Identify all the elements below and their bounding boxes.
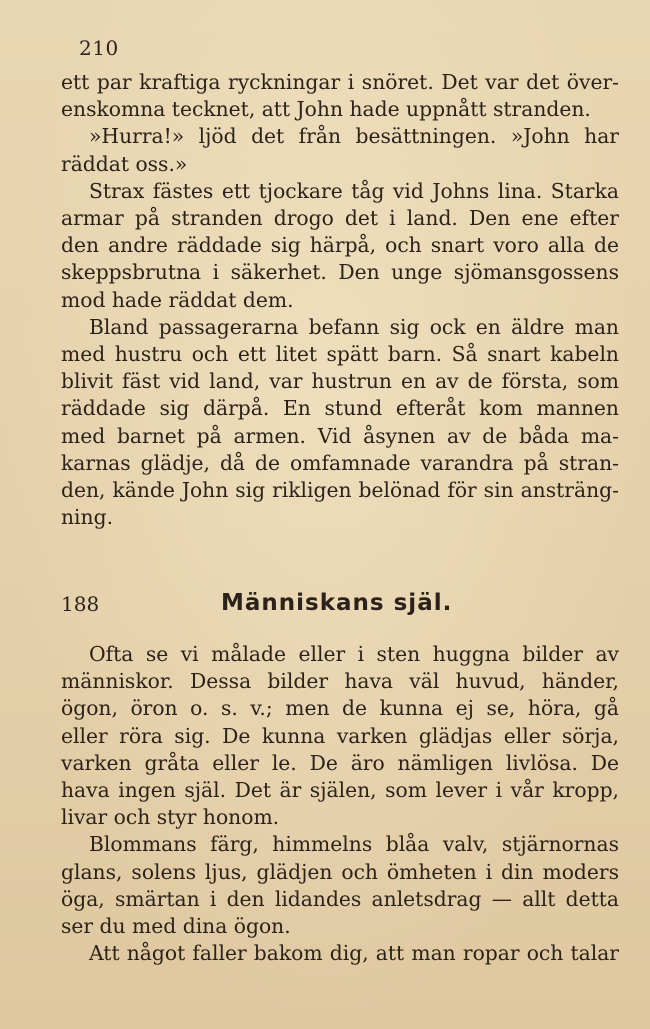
text-line: ögon, öron o. s. v.; men de kunna ej se, höra, gå	[61, 696, 619, 721]
text-line: Blommans färg, himmelns blåa valv, stjärnornas	[89, 832, 619, 857]
section-title: Människans själ.	[221, 590, 453, 616]
text-line: eller röra sig. De kunna varken glädjas eller sörja,	[61, 723, 619, 748]
text-line: räddade sig därpå. En stund efteråt kom mannen	[61, 396, 619, 421]
text-line: den andre räddade sig härpå, och snart voro alla de	[61, 233, 619, 258]
page-number: 210	[79, 36, 119, 60]
text-line: glans, solens ljus, glädjen och ömheten i din moders	[61, 859, 619, 884]
text-line: räddat oss.»	[61, 151, 188, 176]
text-line: livar och styr honom.	[61, 805, 280, 830]
text-line: enskomna tecknet, att John hade uppnått stranden.	[61, 97, 591, 122]
text-line: med barnet på armen. Vid åsynen av de båda ma-	[61, 423, 619, 448]
section-body-text	[61, 641, 619, 967]
text-line: armar på stranden drogo det i land. Den ene efter	[61, 206, 619, 231]
text-line: den, kände John sig rikligen belönad för sin ansträng-	[61, 478, 619, 503]
text-line: hava ingen själ. Det är själen, som lever i vår kropp,	[61, 778, 619, 803]
text-line: Bland passagerarna befann sig ock en äldre man	[89, 314, 619, 339]
text-line: ett par kraftiga ryckningar i snöret. Det var det över-	[61, 70, 619, 94]
story-continuation-text	[61, 69, 619, 531]
text-line: mod hade räddat dem.	[61, 287, 294, 312]
section-number: 188	[61, 592, 100, 616]
section-heading	[61, 590, 619, 620]
text-line: Att något faller bakom dig, att man ropar och talar	[89, 941, 619, 966]
text-line: Ofta se vi målade eller i sten huggna bilder av	[89, 642, 619, 666]
text-line: blivit fäst vid land, var hustrun en av de första, som	[61, 369, 619, 394]
text-line: karnas glädje, då de omfamnade varandra på stran-	[61, 450, 619, 475]
text-line: skeppsbrutna i säkerhet. Den unge sjömansgossens	[61, 260, 619, 285]
text-line: Strax fästes ett tjockare tåg vid Johns lina. Starka	[89, 178, 619, 203]
text-line: ser du med dina ögon.	[61, 914, 291, 939]
text-line: varken gråta eller le. De äro nämligen livlösa. De	[61, 750, 619, 775]
text-line: »Hurra!» ljöd det från besättningen. »John har	[89, 124, 619, 149]
text-line: ning.	[61, 505, 114, 530]
text-line: med hustru och ett litet spätt barn. Så snart kabeln	[61, 342, 619, 367]
text-line: öga, smärtan i den lidandes anletsdrag — allt detta	[61, 886, 619, 911]
text-line: människor. Dessa bilder hava väl huvud, händer,	[61, 669, 619, 694]
